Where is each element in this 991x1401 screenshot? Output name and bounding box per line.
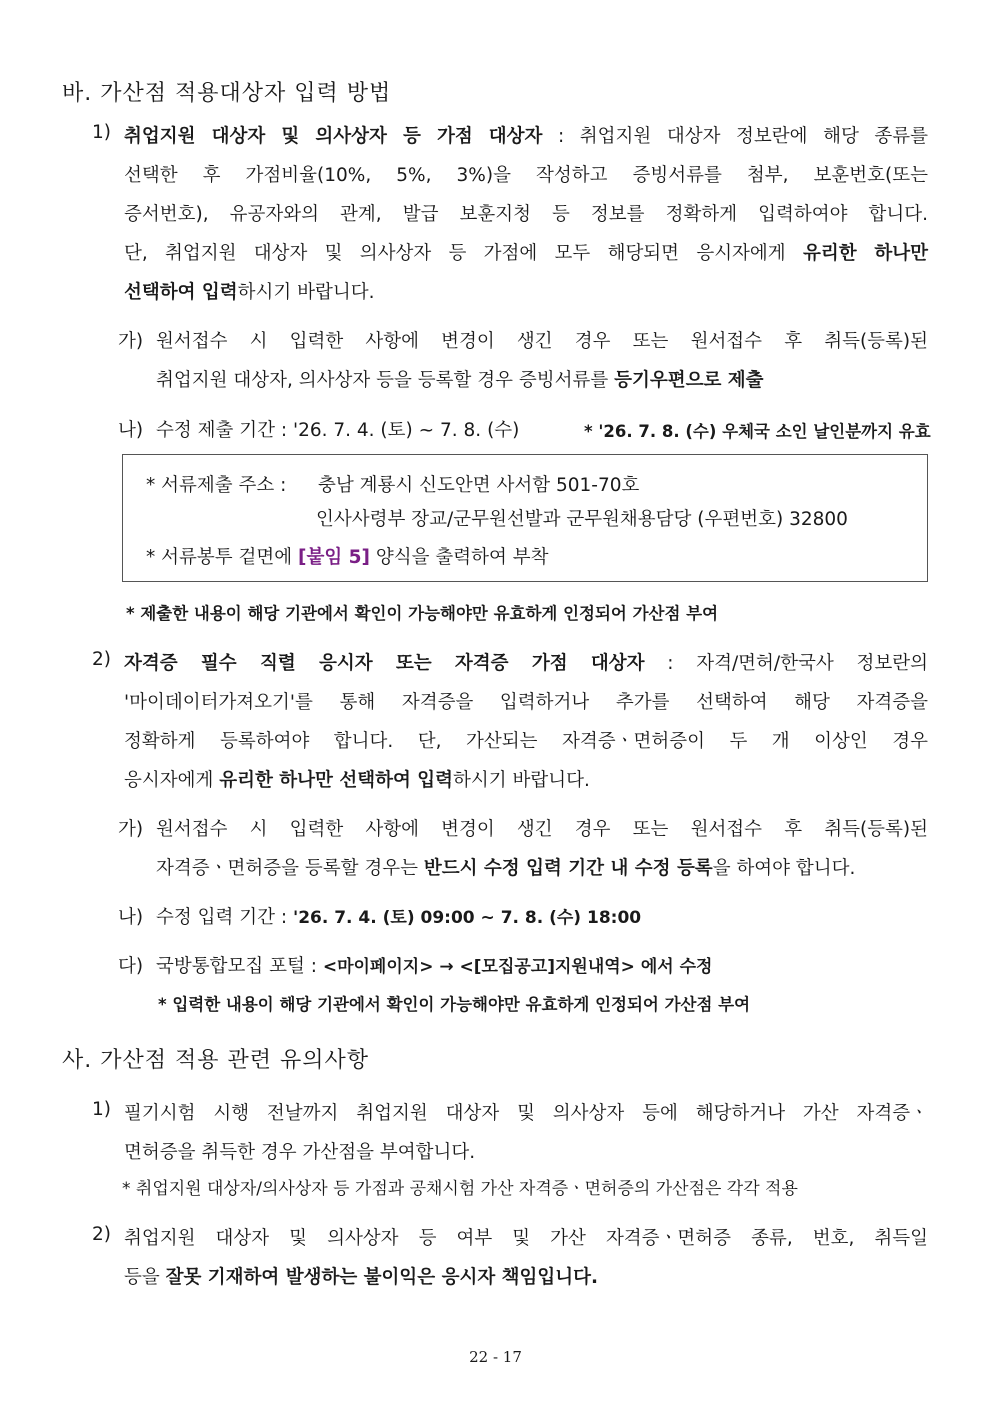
sub-marker-ga: 가) <box>118 331 144 352</box>
item1-line1: 취업지원 대상자 및 의사상자 등 가점 대상자 : 취업지원 대상자 정보란에 해당 종류를 <box>124 126 928 147</box>
address-line1: 충남 계룡시 신도안면 사서함 501-70호 <box>318 475 640 496</box>
item1-line4: 단, 취업지원 대상자 및 의사상자 등 가점에 모두 해당되면 응시자에게 유리한 하나만 <box>124 243 929 264</box>
item2-line4: 응시자에게 유리한 하나만 선택하여 입력하시기 바랍니다. <box>124 770 590 791</box>
sub-marker-na: 나) <box>118 907 144 928</box>
sub-marker-na: 나) <box>118 420 144 441</box>
sa-item1-note: * 취업지원 대상자/의사상자 등 가점과 공채시험 가산 자격증ㆍ면허증의 가산점은 각각 적용 <box>122 1179 798 1199</box>
item1-line5: 선택하여 입력하시기 바랍니다. <box>124 282 375 303</box>
item2-ga-line1: 원서접수 시 입력한 사항에 변경이 생긴 경우 또는 원서접수 후 취득(등록)된 <box>156 819 928 840</box>
address-label: * 서류제출 주소 : <box>146 475 287 496</box>
section-heading-sa: 사. 가산점 적용 관련 유의사항 <box>62 1048 369 1073</box>
item1-line3: 증서번호), 유공자와의 관계, 발급 보훈지청 등 정보를 정확하게 입력하여야 합니다. <box>124 204 928 225</box>
item2-da-text: 국방통합모집 포털 : <마이페이지> → <[모집공고]지원내역> 에서 수정 <box>156 956 713 977</box>
sa-item2-line2: 등을 잘못 기재하여 발생하는 불이익은 응시자 책임입니다. <box>124 1267 599 1288</box>
attachment-ref: [붙임 5] <box>298 547 370 568</box>
sub-ga-line2: 취업지원 대상자, 의사상자 등을 등록할 경우 증빙서류를 등기우편으로 제출 <box>156 370 764 391</box>
item2-na-text: 수정 입력 기간 : '26. 7. 4. (토) 09:00 ~ 7. 8. (수) 18:00 <box>156 907 642 928</box>
item1-bold-label: 취업지원 대상자 및 의사상자 등 가점 대상자 <box>124 126 543 147</box>
item2-line1: 자격증 필수 직렬 응시자 또는 자격증 가점 대상자 : 자격/면허/한국사 정보란의 <box>124 653 928 674</box>
sub-na-text: 수정 제출 기간 : '26. 7. 4. (토) ~ 7. 8. (수) <box>156 420 520 441</box>
sub-marker-da: 다) <box>118 956 144 977</box>
item2-note: * 입력한 내용이 해당 기관에서 확인이 가능해야만 유효하게 인정되어 가산점 부여 <box>158 995 751 1014</box>
sa-item1-line1: 필기시험 시행 전날까지 취업지원 대상자 및 의사상자 등에 해당하거나 가산 자격증ㆍ <box>124 1103 928 1124</box>
item-number: 2) <box>92 649 111 670</box>
item-number: 1) <box>92 122 111 143</box>
item-number: 1) <box>92 1099 111 1120</box>
envelope-note: * 서류봉투 겉면에 [붙임 5] 양식을 출력하여 부착 <box>146 547 549 568</box>
page-number: 22 - 17 <box>469 1348 522 1366</box>
sub-na-note: * '26. 7. 8. (수) 우체국 소인 날인분까지 유효 <box>584 422 931 441</box>
sa-item2-line1: 취업지원 대상자 및 의사상자 등 여부 및 가산 자격증ㆍ면허증 종류, 번호, 취득일 <box>124 1228 928 1249</box>
item2-line3: 정확하게 등록하여야 합니다. 단, 가산되는 자격증ㆍ면허증이 두 개 이상인 경우 <box>124 731 928 752</box>
sa-item1-line2: 면허증을 취득한 경우 가산점을 부여합니다. <box>124 1142 476 1163</box>
item2-line2: '마이데이터가져오기'를 통해 자격증을 입력하거나 추가를 선택하여 해당 자격증을 <box>124 692 928 713</box>
item-number: 2) <box>92 1224 111 1245</box>
item1-note: * 제출한 내용이 해당 기관에서 확인이 가능해야만 유효하게 인정되어 가산점 부여 <box>126 604 719 623</box>
item1-line2: 선택한 후 가점비율(10%, 5%, 3%)을 작성하고 증빙서류를 첨부, 보훈번호(또는 <box>124 165 928 186</box>
sub-marker-ga: 가) <box>118 819 144 840</box>
section-heading-ba: 바. 가산점 적용대상자 입력 방법 <box>62 81 392 106</box>
address-line2: 인사사령부 장교/군무원선발과 군무원채용담당 (우편번호) 32800 <box>316 509 848 530</box>
item2-ga-line2: 자격증ㆍ면허증을 등록할 경우는 반드시 수정 입력 기간 내 수정 등록을 하여야 합니다. <box>156 858 856 879</box>
sub-ga-line1: 원서접수 시 입력한 사항에 변경이 생긴 경우 또는 원서접수 후 취득(등록)된 <box>156 331 928 352</box>
item2-bold-label: 자격증 필수 직렬 응시자 또는 자격증 가점 대상자 <box>124 653 645 674</box>
